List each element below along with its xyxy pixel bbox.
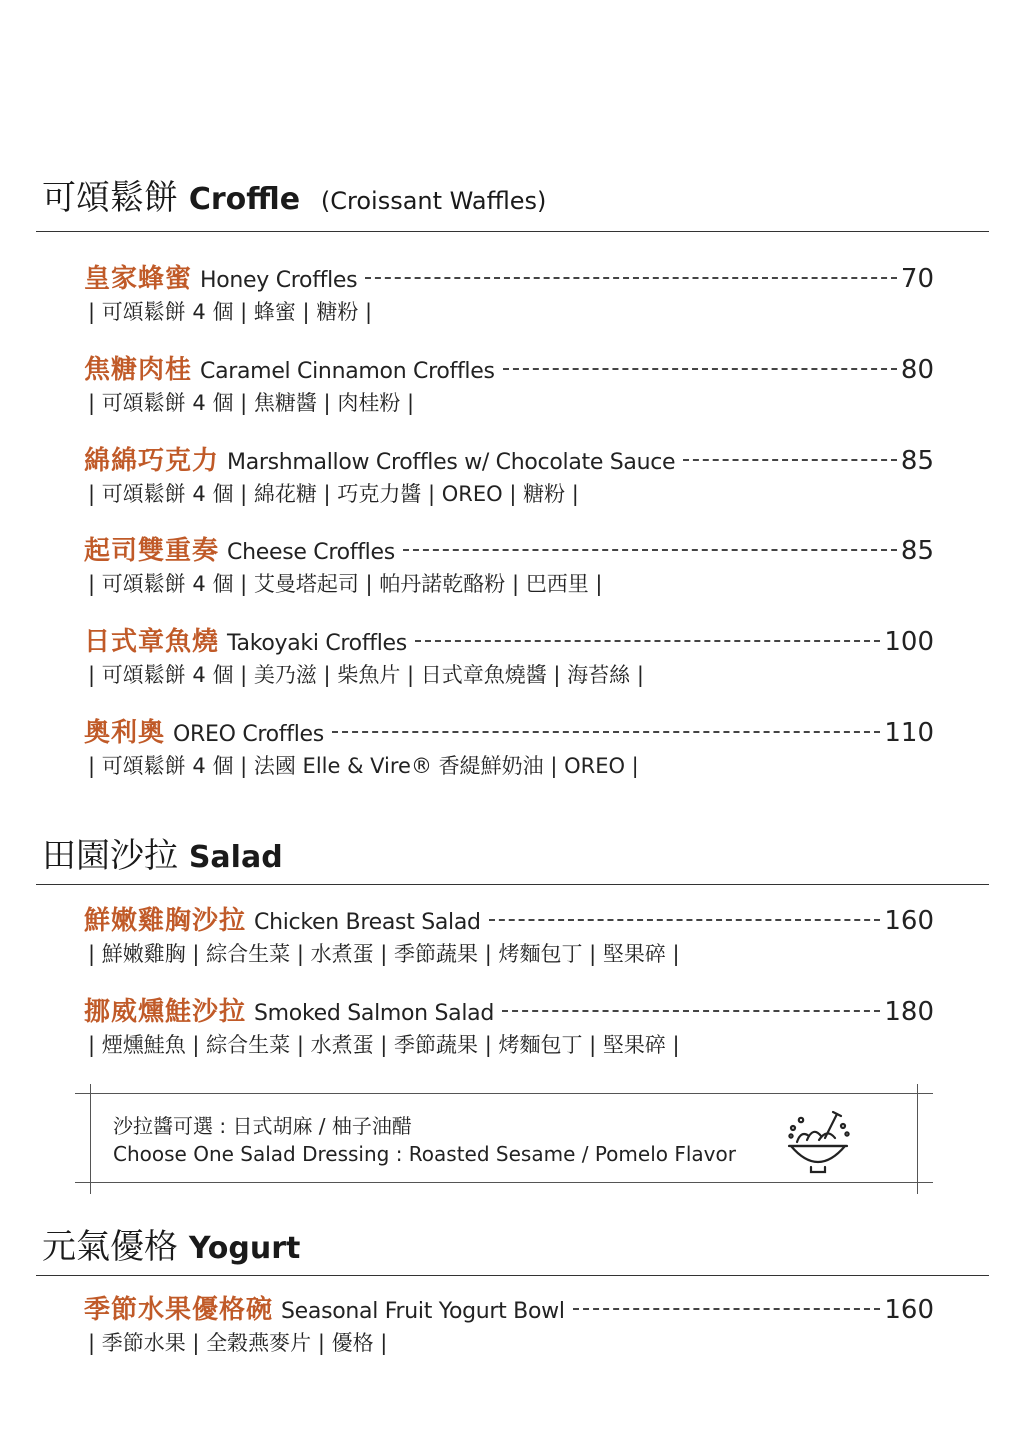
item-description: | 可頌鬆餅 4 個 | 蜂蜜 | 糖粉 | bbox=[88, 300, 373, 324]
item-description: | 可頌鬆餅 4 個 | 美乃滋 | 柴魚片 | 日式章魚燒醬 | 海苔絲 | bbox=[88, 663, 644, 687]
dotted-leader bbox=[403, 549, 897, 551]
item-description: | 可頌鬆餅 4 個 | 艾曼塔起司 | 帕丹諾乾酪粉 | 巴西里 | bbox=[88, 572, 603, 596]
item-description: | 煙燻鮭魚 | 綜合生菜 | 水煮蛋 | 季節蔬果 | 烤麵包丁 | 堅果碎 | bbox=[88, 1033, 680, 1057]
yogurt-divider bbox=[36, 1275, 989, 1276]
item-name-zh: 奧利奧 bbox=[84, 718, 166, 748]
item-description: | 季節水果 | 全穀燕麥片 | 優格 | bbox=[88, 1331, 388, 1355]
box-corner-line bbox=[917, 1182, 918, 1194]
salad-divider bbox=[36, 884, 989, 885]
croffle-divider bbox=[36, 231, 989, 232]
dotted-leader bbox=[503, 368, 897, 370]
item-price: 160 bbox=[884, 906, 934, 936]
box-corner-line bbox=[917, 1093, 933, 1094]
salad-bowl-icon bbox=[781, 1102, 855, 1176]
item-description: | 可頌鬆餅 4 個 | 綿花糖 | 巧克力醬 | OREO | 糖粉 | bbox=[88, 482, 579, 506]
item-name-en: Marshmallow Croffles w/ Chocolate Sauce bbox=[227, 450, 676, 475]
item-name-zh: 日式章魚燒 bbox=[84, 627, 220, 657]
dotted-leader bbox=[502, 1010, 880, 1012]
yogurt-section-title bbox=[42, 1227, 300, 1269]
dressing-note-en: Choose One Salad Dressing : Roasted Sesame / Pomelo Flavor bbox=[113, 1142, 736, 1166]
item-price: 160 bbox=[884, 1295, 934, 1325]
item-name-zh: 起司雙重奏 bbox=[84, 536, 220, 566]
box-corner-line bbox=[75, 1093, 91, 1094]
salad-title-zh: 田園沙拉 bbox=[42, 836, 178, 876]
item-name-zh: 綿綿巧克力 bbox=[84, 446, 220, 476]
box-corner-line bbox=[75, 1182, 91, 1183]
item-price: 110 bbox=[884, 718, 934, 748]
box-corner-line bbox=[90, 1182, 91, 1194]
box-corner-line bbox=[90, 1084, 91, 1094]
item-price: 70 bbox=[900, 264, 934, 294]
croffle-title-en: Croffle bbox=[188, 182, 301, 217]
item-name-en: Takoyaki Croffles bbox=[227, 631, 407, 656]
croffle-title-zh: 可頌鬆餅 bbox=[42, 178, 178, 218]
item-name-en: Honey Croffles bbox=[200, 268, 358, 293]
box-corner-line bbox=[917, 1084, 918, 1094]
item-description: | 可頌鬆餅 4 個 | 法國 Elle & Vire® 香緹鮮奶油 | OREO | bbox=[88, 754, 639, 778]
item-name-en: Smoked Salmon Salad bbox=[254, 1001, 495, 1026]
item-name-en: Caramel Cinnamon Croffles bbox=[200, 359, 495, 384]
item-description: | 可頌鬆餅 4 個 | 焦糖醬 | 肉桂粉 | bbox=[88, 391, 415, 415]
dotted-leader bbox=[332, 731, 880, 733]
item-price: 80 bbox=[900, 355, 934, 385]
item-name-zh: 焦糖肉桂 bbox=[84, 355, 193, 385]
menu-item bbox=[84, 621, 934, 689]
item-price: 180 bbox=[884, 997, 934, 1027]
menu-item bbox=[84, 1289, 934, 1357]
croffle-section-title bbox=[42, 178, 546, 221]
item-price: 100 bbox=[884, 627, 934, 657]
salad-section-title bbox=[42, 836, 283, 878]
yogurt-title-zh: 元氣優格 bbox=[42, 1227, 178, 1267]
item-name-en: OREO Croffles bbox=[173, 722, 324, 747]
menu-item bbox=[84, 440, 934, 508]
item-name-en: Seasonal Fruit Yogurt Bowl bbox=[281, 1299, 565, 1324]
menu-item bbox=[84, 258, 934, 326]
salad-title-en: Salad bbox=[188, 840, 283, 875]
item-name-zh: 季節水果優格碗 bbox=[84, 1295, 274, 1325]
dotted-leader bbox=[415, 640, 880, 642]
dotted-leader bbox=[489, 919, 881, 921]
dressing-note-zh: 沙拉醬可選 : 日式胡麻 / 柚子油醋 bbox=[113, 1114, 412, 1138]
menu-item bbox=[84, 900, 934, 968]
box-corner-line bbox=[917, 1182, 933, 1183]
item-price: 85 bbox=[900, 446, 934, 476]
yogurt-title-en: Yogurt bbox=[188, 1231, 301, 1266]
item-name-zh: 皇家蜂蜜 bbox=[84, 264, 193, 294]
item-price: 85 bbox=[900, 536, 934, 566]
dressing-note-box bbox=[90, 1093, 918, 1183]
menu-item bbox=[84, 991, 934, 1059]
item-name-en: Cheese Croffles bbox=[227, 540, 395, 565]
dotted-leader bbox=[683, 459, 897, 461]
menu-item bbox=[84, 712, 934, 780]
item-name-en: Chicken Breast Salad bbox=[254, 910, 481, 935]
item-description: | 鮮嫩雞胸 | 綜合生菜 | 水煮蛋 | 季節蔬果 | 烤麵包丁 | 堅果碎 | bbox=[88, 942, 680, 966]
croffle-title-sub: (Croissant Waffles) bbox=[320, 187, 547, 215]
dotted-leader bbox=[573, 1308, 881, 1310]
menu-item bbox=[84, 349, 934, 417]
menu-item bbox=[84, 530, 934, 598]
dotted-leader bbox=[365, 277, 897, 279]
item-name-zh: 鮮嫩雞胸沙拉 bbox=[84, 906, 247, 936]
item-name-zh: 挪威燻鮭沙拉 bbox=[84, 997, 247, 1027]
